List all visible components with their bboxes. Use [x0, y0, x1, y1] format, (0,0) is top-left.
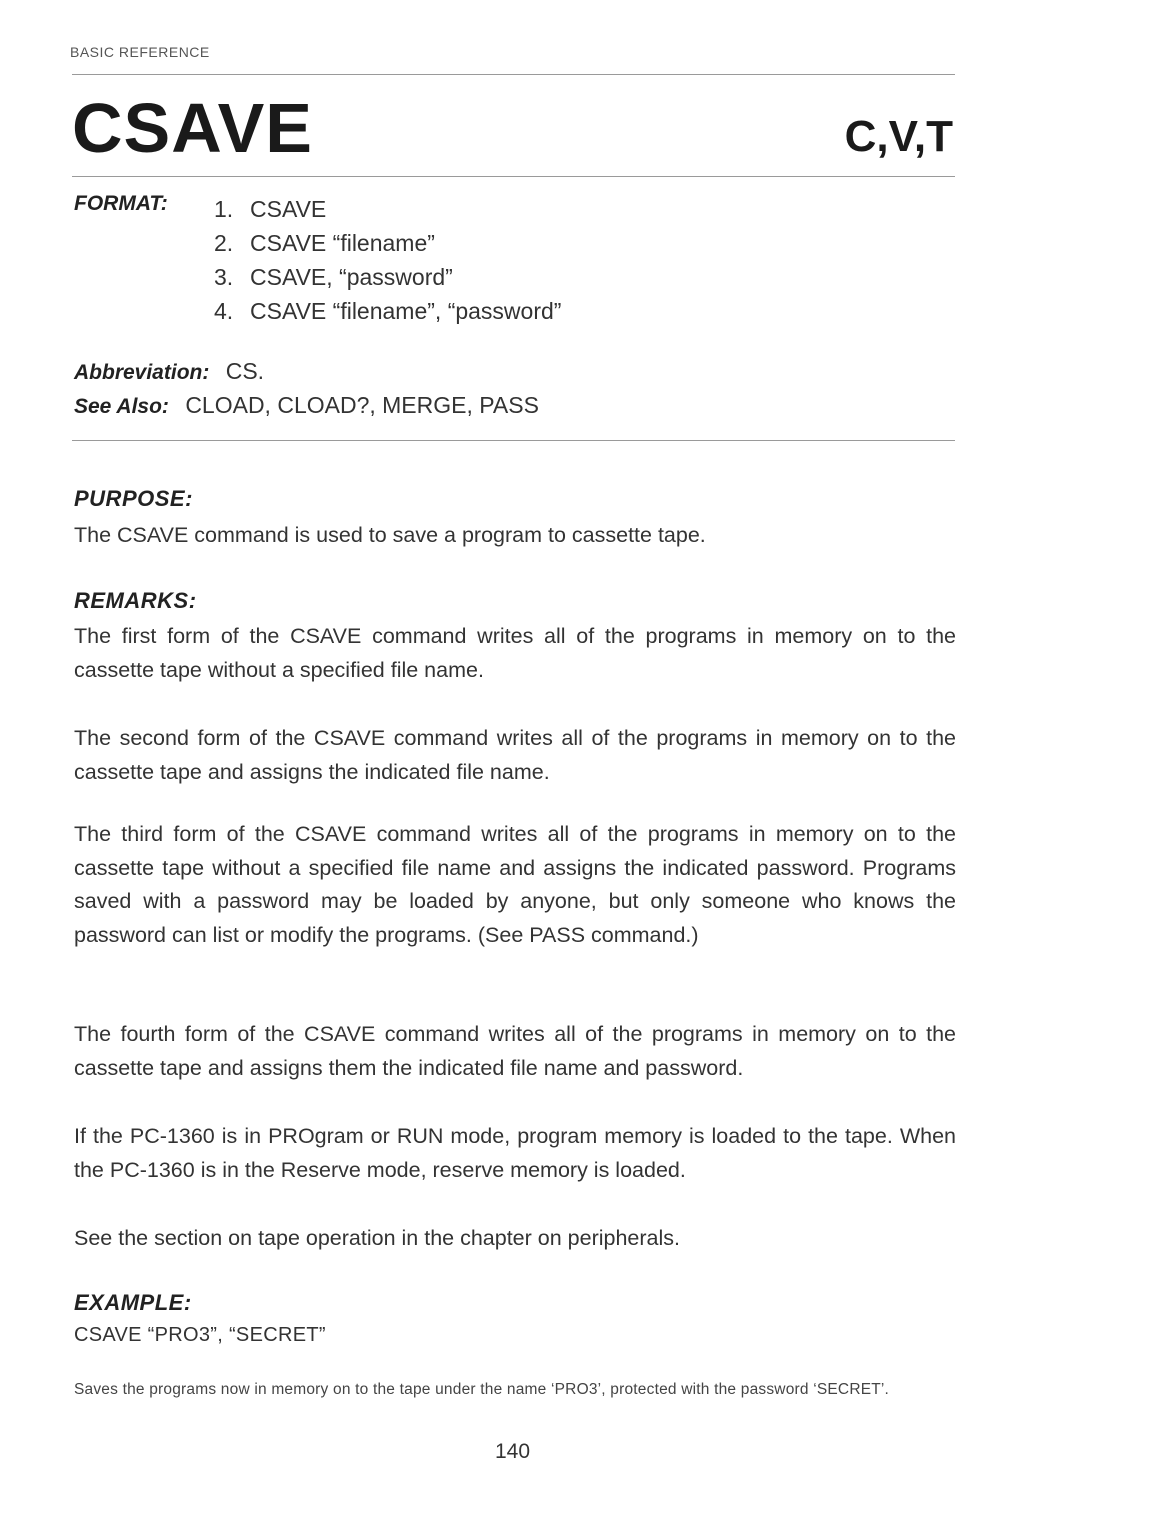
- abbreviation-label: Abbreviation:: [74, 361, 210, 384]
- example-heading: EXAMPLE:: [74, 1290, 192, 1315]
- format-item-number: 1.: [214, 196, 234, 222]
- command-modes: C,V,T: [844, 112, 953, 161]
- format-item-text: CSAVE: [250, 196, 327, 222]
- format-item-text: CSAVE “filename”: [250, 230, 435, 256]
- format-label: FORMAT:: [74, 192, 168, 215]
- format-item: [214, 260, 561, 294]
- format-item: [214, 192, 561, 226]
- remarks-paragraph-5: If the PC-1360 is in PROgram or RUN mode, program memory is loaded to the tape. When the PC-1360 is in the Reserve mode, reserve memory is loaded.: [74, 1124, 956, 1182]
- format-item: [214, 226, 561, 260]
- purpose-text: The CSAVE command is used to save a program to cassette tape.: [74, 523, 706, 547]
- remarks-paragraph-2: The second form of the CSAVE command writes all of the programs in memory on to the cassette tape and assigns the indicated file name.: [74, 726, 956, 784]
- section-label: BASIC REFERENCE: [70, 44, 210, 60]
- format-item-number: 3.: [214, 264, 234, 290]
- example-code: CSAVE “PRO3”, “SECRET”: [74, 1324, 326, 1346]
- see-also-label: See Also:: [74, 395, 169, 418]
- format-item-number: 2.: [214, 230, 234, 256]
- see-also-row: [74, 392, 539, 419]
- page-number: 140: [495, 1440, 531, 1463]
- format-item: [214, 294, 561, 328]
- format-item-text: CSAVE “filename”, “password”: [250, 298, 562, 324]
- summary-divider: [72, 440, 955, 441]
- header-divider: [72, 74, 955, 75]
- remarks-paragraph-6: See the section on tape operation in the chapter on peripherals.: [74, 1226, 680, 1250]
- remarks-paragraph-3: The third form of the CSAVE command writes all of the programs in memory on to the cassette tape without a specified file name and assigns the indicated password. Programs saved with a password may be loaded by anyone, but only someone who knows the password can list or modify the programs. (See PASS command.): [74, 822, 956, 947]
- title-divider: [72, 176, 955, 177]
- remarks-paragraph-4: The fourth form of the CSAVE command writes all of the programs in memory on to the cassette tape and assigns them the indicated file name and password.: [74, 1022, 956, 1080]
- format-list: [214, 192, 561, 328]
- see-also-value: CLOAD, CLOAD?, MERGE, PASS: [185, 392, 539, 418]
- command-title: CSAVE: [72, 89, 313, 167]
- abbreviation-row: [74, 358, 264, 385]
- abbreviation-value: CS.: [225, 358, 265, 384]
- format-item-text: CSAVE, “password”: [250, 264, 453, 290]
- example-caption: Saves the programs now in memory on to the tape under the name ‘PRO3’, protected with the password ‘SECRET’.: [74, 1381, 890, 1398]
- format-item-number: 4.: [214, 298, 234, 324]
- purpose-heading: PURPOSE:: [74, 486, 193, 511]
- remarks-heading: REMARKS:: [74, 588, 197, 613]
- remarks-paragraph-1: The first form of the CSAVE command writes all of the programs in memory on to the cassette tape without a specified file name.: [74, 624, 956, 682]
